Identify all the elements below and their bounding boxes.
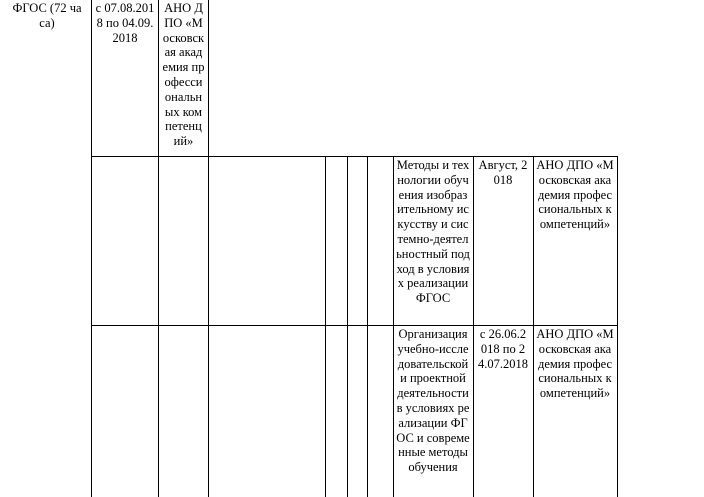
row1-course-cell: ФГОС (72 часа): [12, 1, 82, 30]
grid-line: [533, 156, 534, 497]
row1-provider-cell: АНО ДПО «Московская академия профессиональных компетенций»: [162, 1, 205, 149]
grid-line: [617, 156, 618, 497]
grid-line: [208, 0, 209, 497]
grid-line: [393, 156, 394, 497]
grid-line: [91, 156, 618, 157]
row2-dates-cell: Август, 2018: [478, 158, 528, 187]
row3-course-cell: Организация учебно-исследовательской и проектной деятельности в условиях реализации ФГОС и современные методы обучения: [396, 327, 470, 475]
grid-line: [473, 156, 474, 497]
row3-provider-cell: АНО ДПО «Московская академия профессиональных компетенций»: [536, 327, 614, 401]
row3-dates-cell: с 26.06.2018 по 24.07.2018: [478, 327, 528, 371]
grid-line: [367, 156, 368, 497]
grid-line: [347, 156, 348, 497]
grid-line: [91, 0, 92, 497]
row2-provider-cell: АНО ДПО «Московская академия профессиональных компетенций»: [536, 158, 614, 232]
grid-line: [158, 0, 159, 497]
grid-line: [325, 156, 326, 497]
grid-line: [91, 325, 618, 326]
row2-course-cell: Методы и технологии обучения изобразительному искусству и системно-деятельностный подход в условиях реализации ФГОС: [396, 158, 470, 306]
row1-dates-cell: с 07.08.2018 по 04.09.2018: [95, 1, 155, 45]
